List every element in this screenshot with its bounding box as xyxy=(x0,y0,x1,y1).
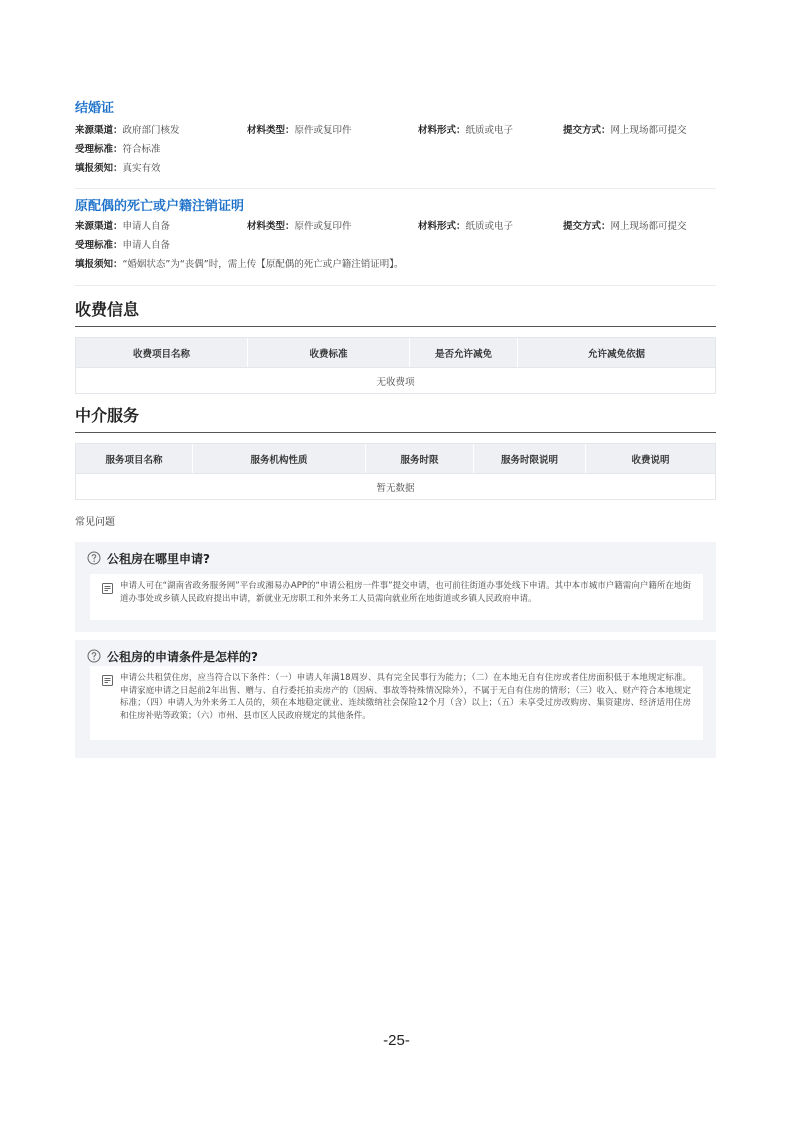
material-title: 结婚证 xyxy=(75,101,115,116)
agency-col-time-limit-note: 服务时限说明 xyxy=(474,444,586,473)
submit-method-value: 网上现场都可提交 xyxy=(610,221,687,232)
acceptance-standard-label: 受理标准： xyxy=(75,144,123,155)
answer-doc-icon xyxy=(102,583,113,594)
material-type-label: 材料类型： xyxy=(247,221,295,232)
material-form-value: 纸质或电子 xyxy=(465,125,514,136)
faq-question[interactable] xyxy=(87,646,258,666)
filling-notes-row xyxy=(75,159,716,178)
agency-col-service-name: 服务项目名称 xyxy=(76,444,193,473)
agency-col-time-limit: 服务时限 xyxy=(366,444,474,473)
page-number: -25- xyxy=(383,1032,410,1049)
acceptance-standard-value: 申请人自备 xyxy=(122,240,171,251)
faq-question-text: 公租房在哪里申请? xyxy=(107,551,210,566)
fee-col-waiver: 是否允许减免 xyxy=(410,338,518,367)
source-channel-label: 来源渠道： xyxy=(75,125,123,136)
filling-notes-value: “婚姻状态”为“丧偶”时，需上传【原配偶的死亡或户籍注销证明】。 xyxy=(122,259,404,270)
source-channel-value: 申请人自备 xyxy=(122,221,171,232)
fee-table-empty-row: 无收费项 xyxy=(76,367,715,393)
fee-col-standard: 收费标准 xyxy=(248,338,410,367)
faq-answer xyxy=(90,666,703,740)
agency-col-fee-note: 收费说明 xyxy=(631,454,670,466)
material-spouse-death-certificate xyxy=(75,199,716,286)
question-circle-icon xyxy=(87,649,101,663)
material-form-value: 纸质或电子 xyxy=(465,221,514,232)
agency-section-title: 中介服务 xyxy=(75,406,716,433)
fee-section-title: 收费信息 xyxy=(75,300,716,327)
filling-notes-label: 填报须知： xyxy=(75,259,123,270)
question-circle-icon xyxy=(87,551,101,565)
material-title: 原配偶的死亡或户籍注销证明 xyxy=(75,199,245,214)
faq-answer-text: 申请公共租赁住房，应当符合以下条件：（一）申请人年满18周岁、具有完全民事行为能力；（二）在本地无自有住房或者住房面积低于本地规定标准。申请家庭申请之日起前2年出售、赠与、自行委托拍卖房产的（因病、事故等特殊情况除外），不属于无自有住房的情形；（三）收入、财产符合本地规定标准；（四）申请人为外来务工人员的，须在本地稳定就业、连续缴纳社会保险12个月（含）以上；（五）未享受过房改购房、集资建房、经济适用住房和住房补贴等政策；（六）市州、县市区人民政府规定的其他条件。 xyxy=(120,673,691,721)
faq-answer xyxy=(90,574,703,620)
agency-table-header xyxy=(76,444,715,473)
filling-notes-value: 真实有效 xyxy=(122,163,161,174)
faq-answer-text: 申请人可在“湖南省政务服务网”平台或湘易办APP的“申请公租房一件事”提交申请，也可前往街道办事处线下申请。其中本市城市户籍需向户籍所在地街道办事处或乡镇人民政府提出申请，新就业无房职工和外来务工人员需向就业所在地街道或乡镇人民政府申请。 xyxy=(120,581,691,604)
source-channel-value: 政府部门核发 xyxy=(122,125,180,136)
material-marriage-certificate xyxy=(75,101,716,189)
fee-col-waiver-basis: 允许减免依据 xyxy=(587,348,645,360)
material-form-label: 材料形式： xyxy=(418,125,466,136)
submit-method-label: 提交方式： xyxy=(563,125,611,136)
answer-doc-icon xyxy=(102,675,113,686)
material-info-row xyxy=(75,121,716,140)
faq-heading: 常见问题 xyxy=(75,517,115,528)
material-type-value: 原件或复印件 xyxy=(294,221,352,232)
acceptance-standard-row xyxy=(75,140,716,159)
faq-question[interactable] xyxy=(87,548,210,568)
agency-table xyxy=(75,443,716,500)
agency-table-empty-row: 暂无数据 xyxy=(76,473,715,499)
acceptance-standard-label: 受理标准： xyxy=(75,240,123,251)
fee-col-item-name: 收费项目名称 xyxy=(76,338,248,367)
material-form-label: 材料形式： xyxy=(418,221,466,232)
material-type-label: 材料类型： xyxy=(247,125,295,136)
acceptance-standard-row xyxy=(75,236,716,255)
material-info-row xyxy=(75,217,716,236)
faq-item xyxy=(75,542,716,632)
agency-col-org-type: 服务机构性质 xyxy=(193,444,366,473)
acceptance-standard-value: 符合标准 xyxy=(122,144,161,155)
material-type-value: 原件或复印件 xyxy=(294,125,352,136)
filling-notes-row xyxy=(75,255,716,274)
submit-method-label: 提交方式： xyxy=(563,221,611,232)
fee-table xyxy=(75,337,716,394)
fee-table-header xyxy=(76,338,715,367)
source-channel-label: 来源渠道： xyxy=(75,221,123,232)
submit-method-value: 网上现场都可提交 xyxy=(610,125,687,136)
faq-question-text: 公租房的申请条件是怎样的? xyxy=(107,649,258,664)
faq-item xyxy=(75,640,716,758)
filling-notes-label: 填报须知： xyxy=(75,163,123,174)
